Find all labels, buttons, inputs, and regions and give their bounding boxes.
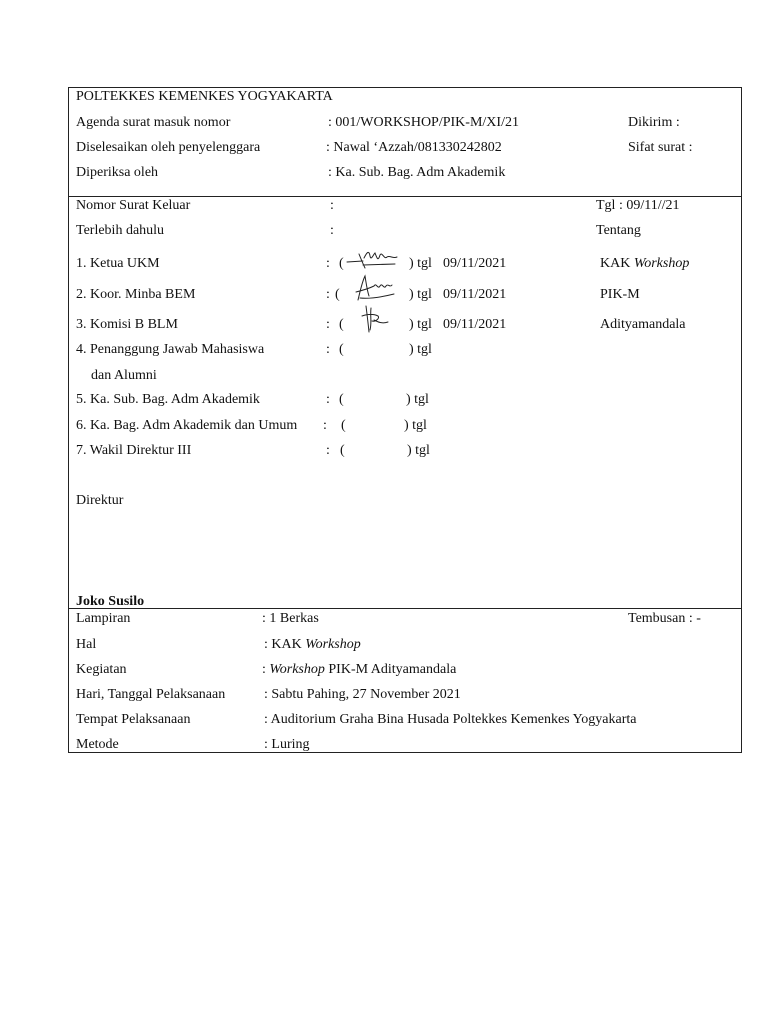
direktur-label: Direktur bbox=[76, 493, 124, 508]
dikirim-label: Dikirim : bbox=[628, 115, 680, 130]
diperiksa-value: : Ka. Sub. Bag. Adm Akademik bbox=[328, 165, 506, 180]
tgl-value: Tgl : 09/11//21 bbox=[596, 198, 680, 213]
approval-open-paren: ( bbox=[339, 317, 344, 332]
nomor-surat-label: Nomor Surat Keluar bbox=[76, 198, 191, 213]
lampiran-label: Lampiran bbox=[76, 611, 131, 626]
approval-date: 09/11/2021 bbox=[443, 317, 507, 332]
approval-open-paren: ( bbox=[341, 418, 346, 433]
approval-label: 1. Ketua UKM bbox=[76, 256, 160, 271]
kegiatan-value: : Workshop PIK-M Adityamandala bbox=[262, 662, 457, 677]
approval-tgl: ) tgl bbox=[409, 317, 432, 332]
kegiatan-label: Kegiatan bbox=[76, 662, 127, 677]
approval-colon: : bbox=[326, 317, 330, 332]
approval-label: 2. Koor. Minba BEM bbox=[76, 287, 196, 302]
approval-label: 7. Wakil Direktur III bbox=[76, 443, 192, 458]
approval-label: 3. Komisi B BLM bbox=[76, 317, 178, 332]
approval-open-paren: ( bbox=[339, 392, 344, 407]
tempat-value: : Auditorium Graha Bina Husada Poltekkes Kemenkes Yogyakarta bbox=[264, 712, 637, 727]
tempat-label: Tempat Pelaksanaan bbox=[76, 712, 191, 727]
approval-colon: : bbox=[326, 443, 330, 458]
tentang-line-2: PIK-M bbox=[600, 287, 640, 302]
approval-colon: : bbox=[323, 418, 327, 433]
details-box bbox=[68, 608, 742, 753]
agenda-value: : 001/WORKSHOP/PIK-M/XI/21 bbox=[328, 115, 519, 130]
approval-tgl: ) tgl bbox=[409, 342, 432, 357]
approval-tgl: ) tgl bbox=[406, 392, 429, 407]
tentang-line-3: Adityamandala bbox=[600, 317, 686, 332]
metode-label: Metode bbox=[76, 737, 119, 752]
approval-tgl: ) tgl bbox=[407, 443, 430, 458]
approval-open-paren: ( bbox=[340, 443, 345, 458]
hari-value: : Sabtu Pahing, 27 November 2021 bbox=[264, 687, 461, 702]
approval-label: 6. Ka. Bag. Adm Akademik dan Umum bbox=[76, 418, 298, 433]
tentang-label: Tentang bbox=[596, 223, 641, 238]
terlebih-colon: : bbox=[330, 223, 334, 238]
institution-name: POLTEKKES KEMENKES YOGYAKARTA bbox=[76, 89, 333, 104]
diselesaikan-label: Diselesaikan oleh penyelenggara bbox=[76, 140, 261, 155]
approval-label: 5. Ka. Sub. Bag. Adm Akademik bbox=[76, 392, 260, 407]
signature-komisi-b-blm bbox=[358, 302, 394, 334]
approval-label-continued: dan Alumni bbox=[91, 368, 157, 383]
signature-koor-minba-bem bbox=[348, 272, 400, 304]
lampiran-value: : 1 Berkas bbox=[262, 611, 319, 626]
approval-open-paren: ( bbox=[335, 287, 340, 302]
hari-label: Hari, Tanggal Pelaksanaan bbox=[76, 687, 226, 702]
direktur-name: Joko Susilo bbox=[76, 594, 145, 609]
approval-date: 09/11/2021 bbox=[443, 287, 507, 302]
approval-colon: : bbox=[326, 392, 330, 407]
tentang-line-1: KAK Workshop bbox=[600, 256, 690, 271]
tembusan-label: Tembusan : - bbox=[628, 611, 701, 626]
approval-tgl: ) tgl bbox=[409, 256, 432, 271]
signature-ketua-ukm bbox=[345, 246, 400, 272]
approval-colon: : bbox=[326, 287, 330, 302]
nomor-surat-colon: : bbox=[330, 198, 334, 213]
hal-label: Hal bbox=[76, 637, 97, 652]
approval-label: 4. Penanggung Jawab Mahasiswa bbox=[76, 342, 265, 357]
approval-open-paren: ( bbox=[339, 342, 344, 357]
sifat-surat-label: Sifat surat : bbox=[628, 140, 693, 155]
hal-value: : KAK Workshop bbox=[264, 637, 361, 652]
metode-value: : Luring bbox=[264, 737, 310, 752]
approval-date: 09/11/2021 bbox=[443, 256, 507, 271]
approval-colon: : bbox=[326, 342, 330, 357]
terlebih-label: Terlebih dahulu bbox=[76, 223, 165, 238]
diselesaikan-value: : Nawal ‘Azzah/081330242802 bbox=[326, 140, 502, 155]
diperiksa-label: Diperiksa oleh bbox=[76, 165, 159, 180]
approval-colon: : bbox=[326, 256, 330, 271]
approval-tgl: ) tgl bbox=[404, 418, 427, 433]
approval-open-paren: ( bbox=[339, 256, 344, 271]
approval-tgl: ) tgl bbox=[409, 287, 432, 302]
agenda-label: Agenda surat masuk nomor bbox=[76, 115, 231, 130]
